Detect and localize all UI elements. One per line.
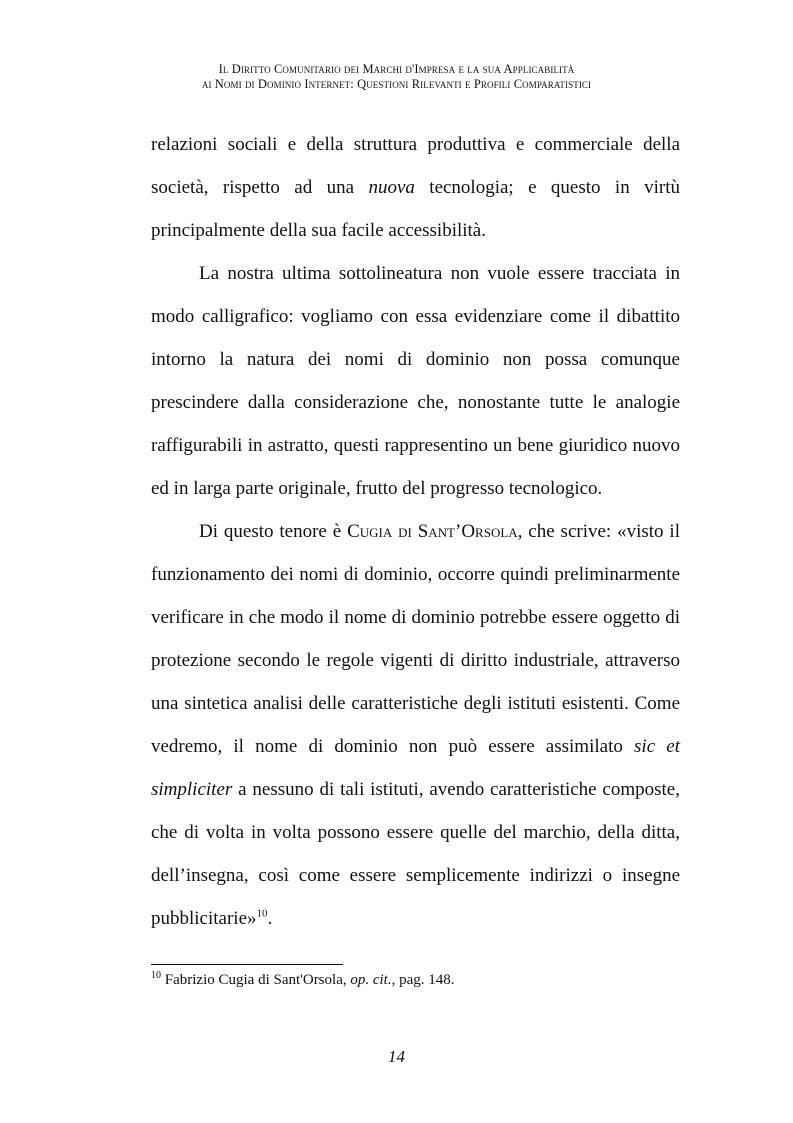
- author-name: Cugia di Sant’Orsola: [347, 521, 518, 542]
- paragraph-3: [151, 510, 680, 940]
- footnote-number: 10: [151, 970, 161, 981]
- footnote-text: Fabrizio Cugia di Sant'Orsola,: [161, 972, 351, 988]
- running-header-line-1: Il Diritto Comunitario dei Marchi d'Impresa e la sua Applicabilità: [218, 62, 575, 76]
- text-run: .: [267, 908, 273, 929]
- footnote-reference[interactable]: 10: [256, 907, 268, 920]
- footnote: [151, 970, 455, 990]
- emphasis: sic et simpliciter: [151, 736, 680, 800]
- footnote-text: , pag. 148.: [391, 972, 455, 988]
- text-run: a nessuno di tali istituti, avendo caratteristiche composte, che di volta in volta possono essere quelle del marchio, della ditta, dell’insegna, così come essere semplicemente indirizzi o insegne pubblicitarie»: [151, 779, 680, 929]
- footnote-emphasis: op. cit.: [350, 972, 392, 988]
- emphasis: nuova: [368, 177, 415, 198]
- text-run: , che scrive: «visto il funzionamento dei nomi di dominio, occorre quindi preliminarmente verificare in che modo il nome di dominio potrebbe essere oggetto di protezione secondo le regole vigenti di diritto industriale, attraverso una sintetica analisi delle caratteristiche degli istituti esistenti. Come vedremo, il nome di dominio non può essere assimilato: [151, 521, 680, 757]
- footnote-separator: [151, 964, 343, 965]
- paragraph-1: [151, 123, 680, 252]
- body-text: [151, 123, 680, 940]
- text-run: relazioni sociali e della struttura produttiva e commerciale della società, rispetto ad una: [151, 134, 680, 198]
- text-run: Di questo tenore è: [199, 521, 348, 542]
- running-header-line-2: ai Nomi di Dominio Internet: Questioni Rilevanti e Profili Comparatistici: [201, 77, 592, 91]
- text-run: tecnologia; e questo in virtù principalmente della sua facile accessibilità.: [151, 177, 680, 241]
- paragraph-2: La nostra ultima sottolineatura non vuole essere tracciata in modo calligrafico: vogliamo con essa evidenziare come il dibattito intorno la natura dei nomi di dominio non possa comunque prescindere dalla considerazione che, nonostante tutte le analogie raffigurabili in astratto, questi rappresentino un bene giuridico nuovo ed in larga parte originale, frutto del progresso tecnologico.: [151, 263, 680, 499]
- page-number: 14: [388, 1047, 405, 1066]
